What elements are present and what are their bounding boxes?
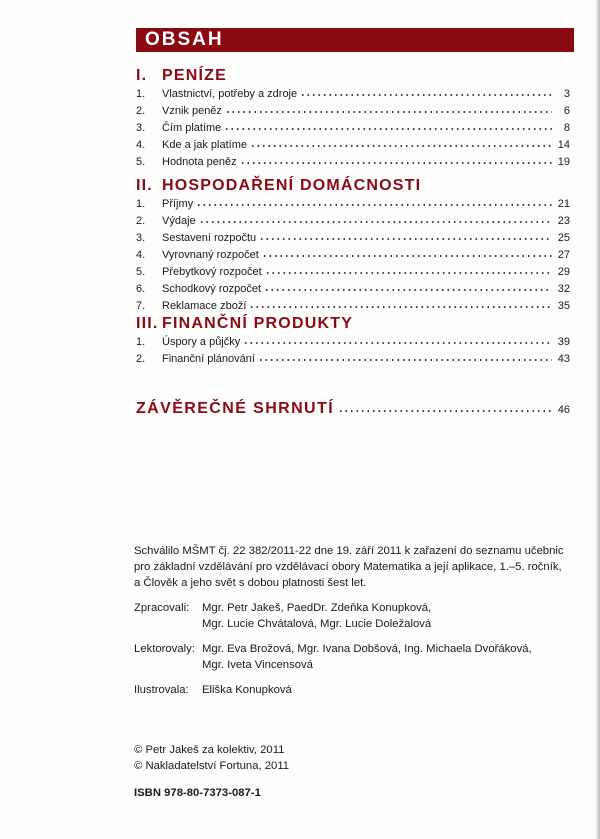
dot-leader: [300, 89, 552, 97]
entry-number: 2.: [136, 105, 146, 117]
toc-entry[interactable]: [136, 230, 570, 247]
dot-leader: [262, 250, 552, 258]
section-heading: [136, 176, 570, 196]
page-number: 21: [557, 198, 570, 210]
toc-entry[interactable]: [136, 137, 570, 154]
page-number: 19: [557, 156, 570, 168]
page-number: 29: [557, 266, 570, 278]
approval-note: [134, 543, 594, 591]
page-number: 43: [557, 353, 570, 365]
section-heading: [136, 66, 570, 86]
final-summary-entry[interactable]: [136, 400, 570, 418]
entry-title: Finanční plánování: [162, 353, 255, 365]
credit-line: Eliška Konupková: [202, 684, 292, 696]
entry-number: 3.: [136, 232, 146, 244]
isbn: ISBN 978-80-7373-087-1: [134, 787, 261, 799]
approval-line: a Člověk a jeho svět s dobou platnosti šest let.: [134, 577, 367, 589]
copyright-line: © Nakladatelství Fortuna, 2011: [134, 760, 290, 772]
section-title: FINANČNÍ PRODUKTY: [162, 315, 354, 332]
section-title: HOSPODAŘENÍ DOMÁCNOSTI: [162, 177, 422, 194]
scan-edge: [596, 0, 600, 839]
credit-label: Lektorovaly:: [134, 643, 195, 655]
page-number: 25: [557, 232, 570, 244]
entry-title: Výdaje: [162, 215, 196, 227]
toc-section: [136, 176, 570, 315]
entry-title: Vyrovnaný rozpočet: [162, 249, 259, 261]
dot-leader: [265, 267, 552, 275]
section-heading: [136, 314, 570, 334]
contents-title: OBSAH: [145, 29, 224, 50]
entry-title: Schodkový rozpočet: [162, 283, 262, 295]
entry-number: 3.: [136, 122, 146, 134]
dot-leader: [258, 354, 552, 362]
entry-number: 5.: [136, 156, 146, 168]
entry-title: Přebytkový rozpočet: [162, 266, 262, 278]
approval-line: pro základní vzdělávání pro vzdělávací obory Matematika a její aplikace, 1.–5. ročník,: [134, 561, 562, 573]
entry-title: Úspory a půjčky: [162, 336, 241, 348]
entry-title: Hodnota peněz: [162, 156, 237, 168]
toc-entry[interactable]: [136, 120, 570, 137]
page-number: 46: [557, 404, 570, 416]
credit-label: Ilustrovala:: [134, 684, 189, 696]
toc-entry[interactable]: [136, 247, 570, 264]
final-summary-title: ZÁVĚREČNÉ SHRNUTÍ: [136, 400, 335, 417]
entry-number: 2.: [136, 353, 146, 365]
entry-number: 2.: [136, 215, 146, 227]
entry-title: Příjmy: [162, 198, 194, 210]
entry-title: Čím platíme: [162, 122, 222, 134]
page-number: 39: [557, 336, 570, 348]
entry-number: 4.: [136, 139, 146, 151]
entry-number: 6.: [136, 283, 146, 295]
toc-entry[interactable]: [136, 196, 570, 213]
credit-line: Mgr. Eva Brožová, Mgr. Ivana Dobšová, Ing. Michaela Dvořáková,: [202, 643, 532, 655]
dot-leader: [199, 216, 552, 224]
entry-title: Vznik peněz: [162, 105, 222, 117]
page-number: 14: [557, 139, 570, 151]
toc-entry[interactable]: [136, 154, 570, 171]
dot-leader: [259, 233, 552, 241]
credit-label: Zpracovali:: [134, 602, 190, 614]
entry-number: 1.: [136, 336, 146, 348]
credit-line: Mgr. Lucie Chvátalová, Mgr. Lucie Doležalová: [202, 618, 432, 630]
dot-leader: [250, 140, 552, 148]
credit-illustrator: [134, 682, 594, 698]
dot-leader: [264, 284, 552, 292]
section-number: III.: [136, 315, 159, 332]
dot-leader: [249, 301, 551, 309]
toc-section: [136, 314, 570, 368]
approval-line: Schválilo MŠMT čj. 22 382/2011-22 dne 19. září 2011 k zařazení do seznamu učebnic: [134, 545, 564, 557]
toc-entry[interactable]: [136, 334, 570, 351]
credit-line: Mgr. Petr Jakeš, PaedDr. Zdeňka Konupková,: [202, 602, 432, 614]
toc-section: [136, 66, 570, 171]
entry-title: Sestavení rozpočtu: [162, 232, 257, 244]
credit-line: Mgr. Iveta Vincensová: [202, 659, 313, 671]
entry-number: 5.: [136, 266, 146, 278]
copyright-line: © Petr Jakeš za kolektiv, 2011: [134, 744, 285, 756]
toc-entry[interactable]: [136, 86, 570, 103]
toc-entry[interactable]: [136, 103, 570, 120]
dot-leader: [224, 123, 552, 131]
toc-entry[interactable]: [136, 281, 570, 298]
entry-title: Reklamace zboží: [162, 300, 247, 312]
toc-entry[interactable]: [136, 298, 570, 315]
toc-entry[interactable]: [136, 264, 570, 281]
dot-leader: [240, 157, 552, 165]
credit-authors: [134, 600, 594, 632]
page-number: 35: [557, 300, 570, 312]
page-number: 27: [557, 249, 570, 261]
dot-leader: [338, 405, 552, 413]
entry-title: Vlastnictví, potřeby a zdroje: [162, 88, 298, 100]
dot-leader: [196, 199, 552, 207]
copyright: [134, 742, 594, 774]
entry-number: 1.: [136, 198, 146, 210]
entry-number: 1.: [136, 88, 146, 100]
page-number: 8: [563, 122, 570, 134]
section-number: I.: [136, 67, 148, 84]
entry-title: Kde a jak platíme: [162, 139, 247, 151]
page-number: 3: [563, 88, 570, 100]
section-title: PENÍZE: [162, 67, 227, 84]
credit-reviewers: [134, 641, 594, 673]
dot-leader: [225, 106, 552, 114]
contents-header-bar: [136, 28, 574, 52]
entry-number: 7.: [136, 300, 146, 312]
page-number: 32: [557, 283, 570, 295]
page-number: 23: [557, 215, 570, 227]
page-number: 6: [563, 105, 570, 117]
section-number: II.: [136, 177, 153, 194]
toc-entry[interactable]: [136, 213, 570, 230]
dot-leader: [243, 337, 551, 345]
toc-entry[interactable]: [136, 351, 570, 368]
entry-number: 4.: [136, 249, 146, 261]
